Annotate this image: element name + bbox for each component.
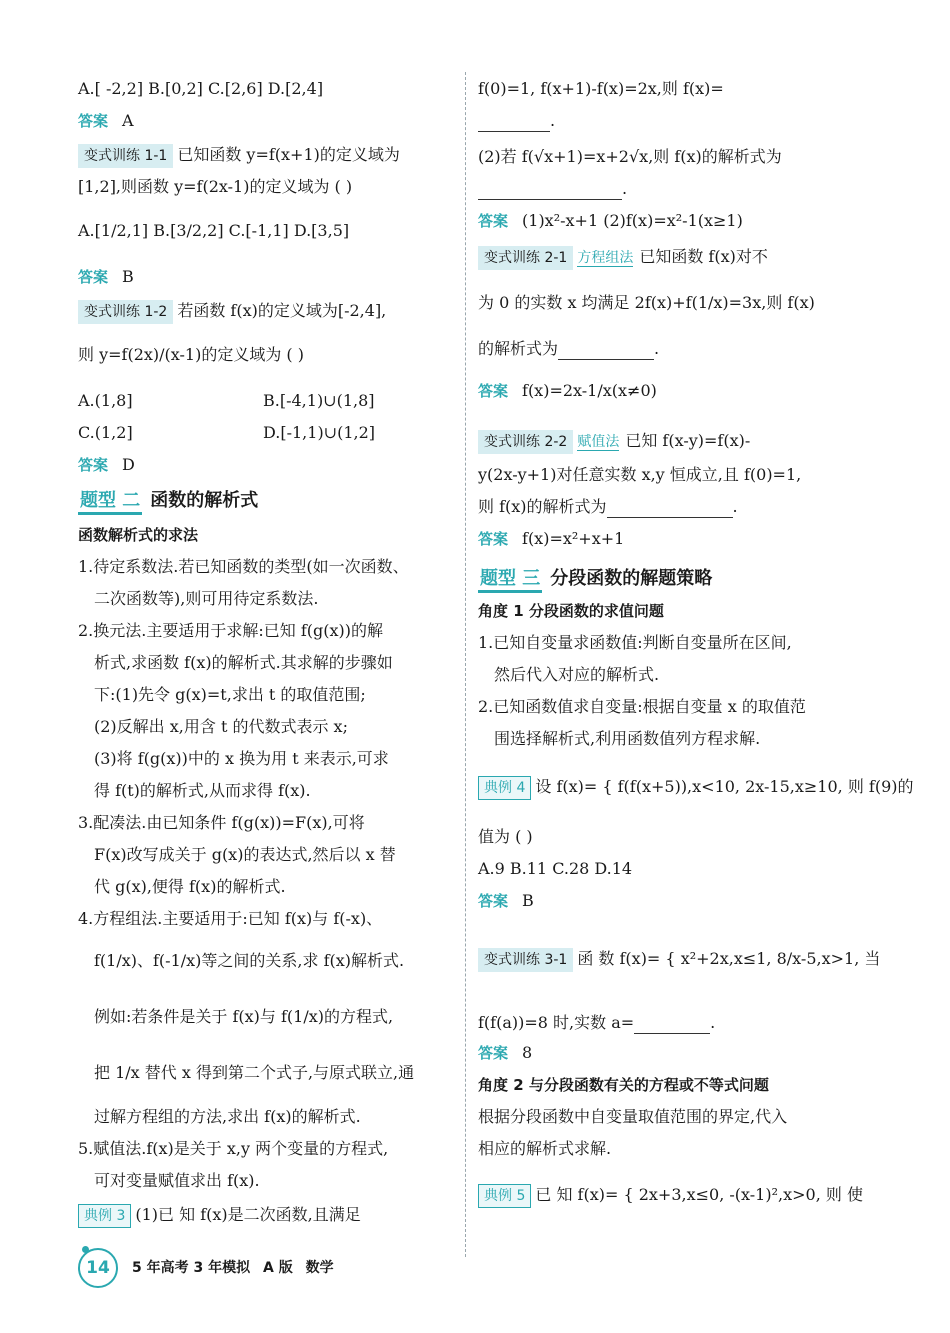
exercise-tag: 变式训练 3-1 bbox=[478, 948, 573, 972]
paragraph: 析式,求函数 f(x)的解析式.其求解的步骤如 bbox=[94, 653, 393, 672]
exercise-tag: 变式训练 2-2 bbox=[478, 430, 573, 454]
page-number: 14 bbox=[78, 1248, 118, 1288]
answer-line bbox=[478, 1042, 856, 1064]
method-label: 方程组法 bbox=[577, 250, 634, 266]
paragraph: F(x)改写成关于 g(x)的表达式,然后以 x 替 bbox=[94, 845, 396, 864]
section-heading-2 bbox=[78, 490, 453, 515]
fill-blank bbox=[558, 341, 654, 360]
paragraph: 根据分段函数中自变量取值范围的界定,代入 bbox=[478, 1107, 788, 1126]
answer-line bbox=[478, 210, 856, 232]
exercise-text: 已知函数 y=f(x+1)的定义域为 bbox=[177, 145, 400, 164]
answer-line bbox=[78, 266, 453, 288]
section-title: 分段函数的解题策略 bbox=[550, 568, 713, 589]
exercise-text: 若函数 f(x)的定义域为[-2,4], bbox=[177, 301, 387, 320]
paragraph: 2.已知函数值求自变量:根据自变量 x 的取值范 bbox=[478, 697, 806, 716]
exercise-text: 函 数 f(x)= { x²+2x,x≤1, 8/x-5,x>1, 当 bbox=[577, 949, 881, 968]
answer-line bbox=[478, 528, 856, 550]
exercise-text-part: 的解析式为 bbox=[478, 339, 559, 358]
example-tag: 典例 4 bbox=[478, 776, 531, 800]
example-text: (2)若 f(√x+1)=x+2√x,则 f(x)的解析式为 bbox=[478, 147, 782, 166]
exercise-tag: 变式训练 1-1 bbox=[78, 144, 173, 168]
paragraph: 然后代入对应的解析式. bbox=[494, 665, 660, 684]
option-a: A.(1,8] bbox=[78, 391, 133, 410]
paragraph: 2.换元法.主要适用于求解:已知 f(g(x))的解 bbox=[78, 621, 383, 640]
answer-blank: . bbox=[478, 110, 856, 132]
section-tag: 题型 三 bbox=[478, 568, 542, 593]
option-d: D.[-1,1)∪(1,2] bbox=[263, 423, 376, 442]
column-divider bbox=[465, 72, 466, 1257]
paragraph: 过解方程组的方法,求出 f(x)的解析式. bbox=[94, 1107, 361, 1126]
answer-label: 答案 bbox=[78, 456, 109, 474]
options-line: A.[1/2,1] B.[3/2,2] C.[-1,1] D.[3,5] bbox=[78, 221, 350, 240]
section-tag: 题型 二 bbox=[78, 490, 142, 515]
answer-value: f(x)=x²+x+1 bbox=[522, 529, 625, 548]
example-text: f(0)=1, f(x+1)-f(x)=2x,则 f(x)= bbox=[478, 79, 724, 98]
answer-label: 答案 bbox=[478, 382, 509, 400]
paragraph: 围选择解析式,利用函数值列方程求解. bbox=[494, 729, 761, 748]
answer-value: B bbox=[122, 267, 134, 286]
exercise-text: y(2x-y+1)对任意实数 x,y 恒成立,且 f(0)=1, bbox=[478, 465, 802, 484]
answer-line bbox=[78, 110, 453, 132]
exercise-text-part: 则 f(x)的解析式为 bbox=[478, 497, 607, 516]
answer-label: 答案 bbox=[478, 530, 509, 548]
example-5 bbox=[478, 1184, 863, 1208]
answer-value: 8 bbox=[522, 1043, 533, 1062]
example-text: 设 f(x)= { f(f(x+5)),x<10, 2x-15,x≥10, 则 f(9)的 bbox=[535, 777, 914, 796]
example-tag: 典例 5 bbox=[478, 1184, 531, 1208]
paragraph: 1.待定系数法.若已知函数的类型(如一次函数、 bbox=[78, 557, 409, 576]
section-heading-3 bbox=[478, 568, 856, 593]
option-c: C.(1,2] bbox=[78, 423, 133, 442]
paragraph: 5.赋值法.f(x)是关于 x,y 两个变量的方程式, bbox=[78, 1139, 389, 1158]
exercise-text: [1,2],则函数 y=f(2x-1)的定义域为 ( ) bbox=[78, 177, 353, 196]
paragraph: 3.配凑法.由已知条件 f(g(x))=F(x),可将 bbox=[78, 813, 365, 832]
answer-line bbox=[478, 380, 856, 402]
page-footer bbox=[78, 1248, 458, 1288]
fill-blank bbox=[478, 113, 550, 132]
exercise-text: 已知 f(x-y)=f(x)- bbox=[625, 431, 751, 450]
paragraph: 得 f(t)的解析式,从而求得 f(x). bbox=[94, 781, 311, 800]
paragraph: 把 1/x 替代 x 得到第二个式子,与原式联立,通 bbox=[94, 1063, 415, 1082]
exercise-text: 为 0 的实数 x 均满足 2f(x)+f(1/x)=3x,则 f(x) bbox=[478, 293, 815, 312]
answer-label: 答案 bbox=[478, 212, 509, 230]
subheading: 角度 1 分段函数的求值问题 bbox=[478, 602, 664, 620]
answer-value: D bbox=[122, 455, 135, 474]
answer-value: B bbox=[522, 891, 534, 910]
options-line: A.9 B.11 C.28 D.14 bbox=[478, 859, 633, 878]
answer-blank: . bbox=[478, 178, 856, 200]
exercise-1-2 bbox=[78, 300, 453, 324]
paragraph: 二次函数等),则可用待定系数法. bbox=[94, 589, 319, 608]
answer-line bbox=[78, 454, 453, 476]
exercise-text: 则 y=f(2x)/(x-1)的定义域为 ( ) bbox=[78, 345, 305, 364]
paragraph: (2)反解出 x,用含 t 的代数式表示 x; bbox=[94, 717, 348, 736]
subheading: 函数解析式的求法 bbox=[78, 526, 199, 544]
exercise-3-1 bbox=[478, 948, 881, 972]
paragraph: (3)将 f(g(x))中的 x 换为用 t 来表示,可求 bbox=[94, 749, 389, 768]
example-tag: 典例 3 bbox=[78, 1204, 131, 1228]
example-text: 值为 ( ) bbox=[478, 827, 533, 846]
exercise-text-part: f(f(a))=8 时,实数 a= bbox=[478, 1013, 635, 1032]
paragraph: 4.方程组法.主要适用于:已知 f(x)与 f(-x)、 bbox=[78, 909, 383, 928]
book-title bbox=[132, 1257, 342, 1277]
example-text: 已 知 f(x)= { 2x+3,x≤0, -(x-1)²,x>0, 则 使 bbox=[535, 1185, 863, 1204]
answer-value: f(x)=2x-1/x(x≠0) bbox=[522, 381, 657, 400]
paragraph: f(1/x)、f(-1/x)等之间的关系,求 f(x)解析式. bbox=[94, 951, 405, 970]
answer-label: 答案 bbox=[78, 112, 109, 130]
exercise-text: f(f(a))=8 时,实数 a= . bbox=[478, 1013, 716, 1032]
example-4 bbox=[478, 776, 914, 800]
example-3 bbox=[78, 1204, 453, 1228]
book-subject: 数学 bbox=[305, 1260, 334, 1276]
answer-label: 答案 bbox=[78, 268, 109, 286]
exercise-2-1 bbox=[478, 246, 856, 270]
exercise-text: 已知函数 f(x)对不 bbox=[639, 247, 768, 266]
fill-blank bbox=[607, 499, 733, 518]
options-line: A.[ -2,2] B.[0,2] C.[2,6] D.[2,4] bbox=[78, 79, 324, 98]
example-text: (1)已 知 f(x)是二次函数,且满足 bbox=[135, 1205, 361, 1224]
subheading: 角度 2 与分段函数有关的方程或不等式问题 bbox=[478, 1076, 769, 1094]
book-name: 5 年高考 3 年模拟 bbox=[132, 1260, 251, 1276]
book-edition: A 版 bbox=[262, 1260, 293, 1276]
exercise-2-2 bbox=[478, 430, 856, 454]
exercise-text: 的解析式为 . bbox=[478, 339, 660, 358]
paragraph: 下:(1)先令 g(x)=t,求出 t 的取值范围; bbox=[94, 685, 366, 704]
option-b: B.[-4,1)∪(1,8] bbox=[263, 391, 375, 410]
section-title: 函数的解析式 bbox=[150, 490, 259, 511]
exercise-tag: 变式训练 1-2 bbox=[78, 300, 173, 324]
fill-blank bbox=[634, 1015, 710, 1034]
answer-label: 答案 bbox=[478, 892, 509, 910]
paragraph: 代 g(x),便得 f(x)的解析式. bbox=[94, 877, 286, 896]
paragraph: 例如:若条件是关于 f(x)与 f(1/x)的方程式, bbox=[94, 1007, 394, 1026]
paragraph: 1.已知自变量求函数值:判断自变量所在区间, bbox=[478, 633, 792, 652]
method-label: 赋值法 bbox=[577, 434, 620, 450]
paragraph: 相应的解析式求解. bbox=[478, 1139, 612, 1158]
answer-line bbox=[478, 890, 856, 912]
paragraph: 可对变量赋值求出 f(x). bbox=[94, 1171, 260, 1190]
answer-label: 答案 bbox=[478, 1044, 509, 1062]
answer-value: (1)x²-x+1 (2)f(x)=x²-1(x≥1) bbox=[522, 211, 743, 230]
exercise-tag: 变式训练 2-1 bbox=[478, 246, 573, 270]
fill-blank bbox=[478, 181, 622, 200]
exercise-1-1 bbox=[78, 144, 453, 168]
answer-value: A bbox=[122, 111, 134, 130]
exercise-text: 则 f(x)的解析式为 . bbox=[478, 497, 738, 516]
